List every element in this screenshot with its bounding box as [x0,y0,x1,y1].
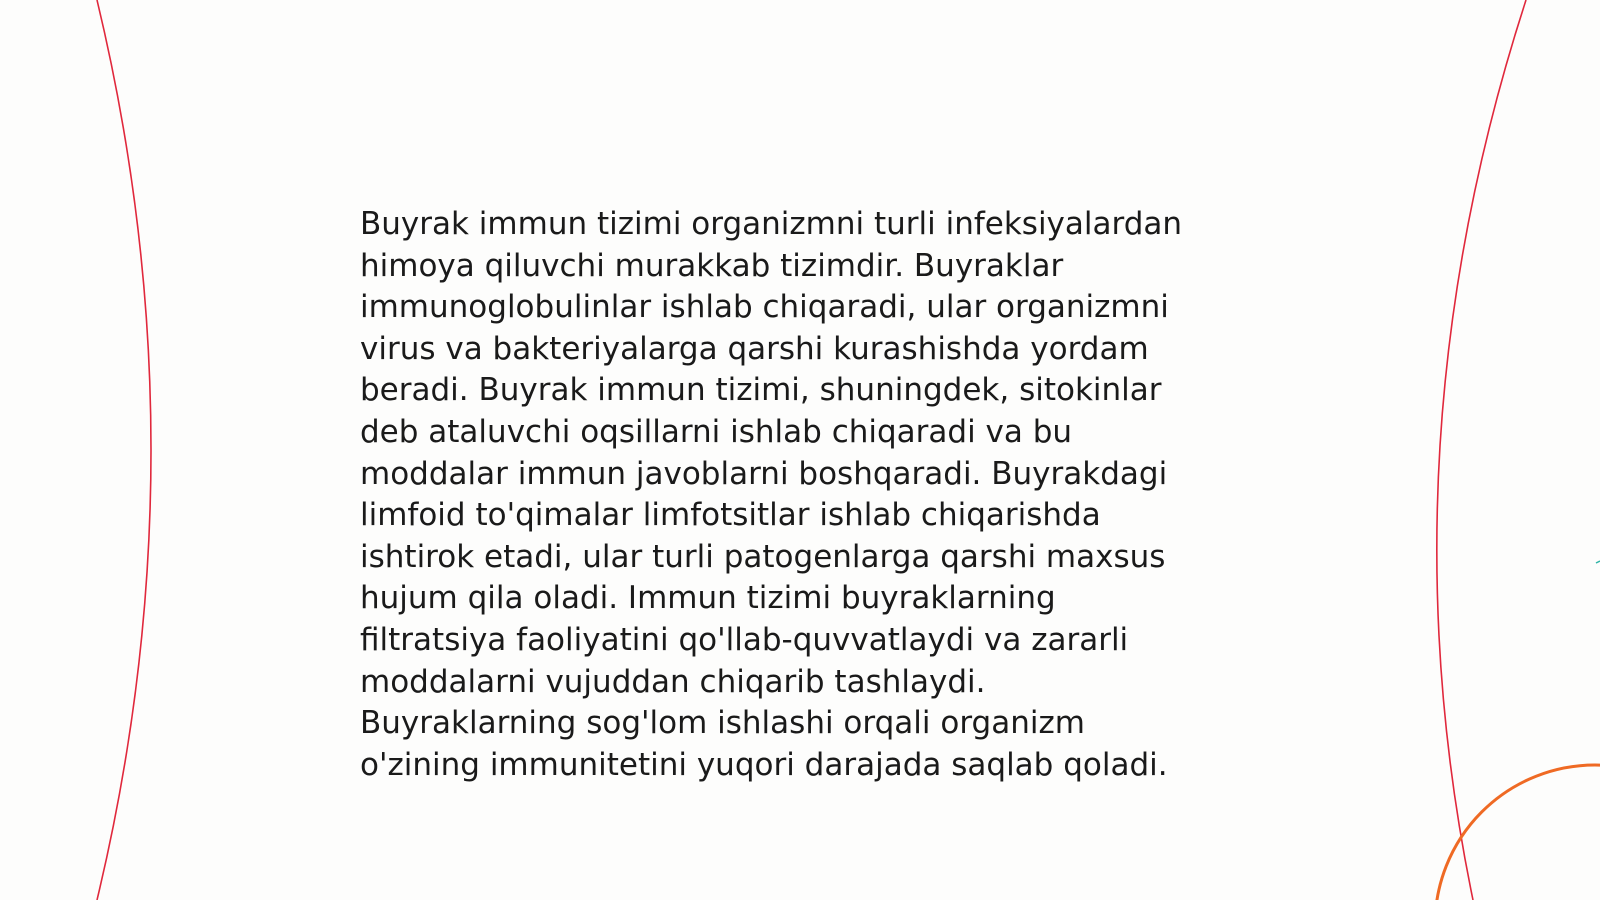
teal-accent-mark [1596,561,1600,563]
right-red-curve [1437,0,1526,900]
body-paragraph: Buyrak immun tizimi organizmni turli infeksiyalardan himoya qiluvchi murakkab tizimdir. Buyraklar immunoglobulinlar ishlab chiqaradi, ular organizmni virus va bakteriyalarga qarshi kurashishda yordam beradi. Buyrak immun tizimi, shuningdek, sitokinlar deb ataluvchi oqsillarni ishlab chiqaradi va bu moddalar immun javoblarni boshqaradi. Buyrakdagi limfoid to'qimalar limfotsitlar ishlab chiqarishda ishtirok etadi, ular turli patogenlarga qarshi maxsus hujum qila oladi. Immun tizimi buyraklarning filtratsiya faoliyatini qo'llab-quvvatlaydi va zararli moddalarni vujuddan chiqarib tashlaydi. Buyraklarning sog'lom ishlashi orqali organizm o'zining immunitetini yuqori darajada saqlab qoladi. [360,206,1183,783]
left-red-curve [97,0,151,900]
